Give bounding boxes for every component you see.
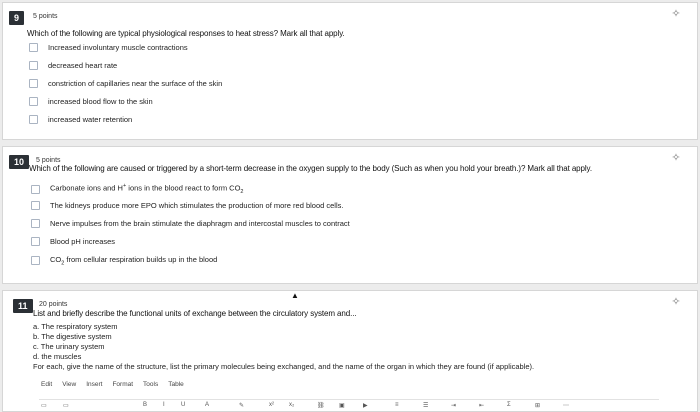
link-icon[interactable]: ⛓ [317, 403, 325, 409]
checkbox[interactable] [31, 201, 40, 210]
question-prompt: Which of the following are typical physiological responses to heat stress? Mark all that apply. [27, 29, 345, 38]
checkbox[interactable] [31, 219, 40, 228]
checkbox[interactable] [31, 256, 40, 265]
superscript-icon[interactable]: x² [269, 402, 274, 408]
question-number: 10 [9, 155, 29, 169]
menu-table[interactable]: Table [168, 381, 184, 388]
option-label: Increased involuntary muscle contractions [48, 43, 188, 52]
checkbox[interactable] [29, 115, 38, 124]
question-card-10 [2, 146, 698, 284]
subquestion-line: a. The respiratory system [33, 322, 118, 331]
option-row[interactable] [31, 201, 343, 210]
subscript-icon[interactable]: x₂ [289, 402, 295, 408]
pin-icon[interactable]: ✧ [671, 152, 681, 164]
more-icon[interactable]: ⋯ [563, 403, 569, 409]
option-label: decreased heart rate [48, 61, 118, 70]
option-row[interactable] [31, 219, 350, 228]
option-label: Blood pH increases [50, 237, 116, 246]
mouse-cursor-icon: ▲ [291, 291, 299, 300]
underline-icon[interactable]: U [181, 402, 186, 408]
option-row[interactable] [29, 115, 132, 124]
checkbox[interactable] [31, 237, 40, 246]
highlight-icon[interactable]: ✎ [239, 403, 245, 409]
option-row[interactable] [29, 97, 153, 106]
menu-tools[interactable]: Tools [143, 381, 159, 388]
question-card-11 [2, 290, 698, 412]
italic-icon[interactable]: I [163, 402, 165, 408]
outdent-icon[interactable]: ⇤ [479, 403, 485, 409]
indent-icon[interactable]: ⇥ [451, 403, 457, 409]
menu-insert[interactable]: Insert [86, 381, 103, 388]
options-list [29, 43, 329, 133]
option-label: Nerve impulses from the brain stimulate the diaphragm and intercostal muscles to contract [50, 219, 350, 228]
option-row[interactable] [29, 61, 117, 70]
table-icon[interactable]: ⊞ [535, 403, 541, 409]
menu-view[interactable]: View [62, 381, 77, 388]
options-list [31, 183, 451, 273]
option-label: $CO_2$ from cellular respiration builds up in the blood [50, 255, 218, 267]
question-number: 9 [9, 11, 24, 25]
paragraph-style-icon[interactable]: ▭ [63, 403, 69, 409]
option-label: The kidneys produce more EPO which stimulates the production of more red blood cells. [50, 201, 344, 210]
numbered-list-icon[interactable]: ☰ [423, 403, 429, 409]
editor-toolbar [39, 399, 659, 410]
question-points: 20 points [39, 301, 68, 308]
option-row[interactable] [29, 79, 222, 88]
checkbox[interactable] [31, 185, 40, 194]
option-label: increased water retention [48, 115, 133, 124]
subquestion-line: d. the muscles [33, 352, 82, 361]
question-points: 5 points [33, 13, 58, 20]
option-row[interactable] [31, 237, 115, 246]
checkbox[interactable] [29, 79, 38, 88]
checkbox[interactable] [29, 61, 38, 70]
subquestion-line: For each, give the name of the structure, list the primary molecules being exchanged, and the name of the organ in which they are found (if applicable). [33, 362, 535, 371]
subquestion-line: b. The digestive system [33, 332, 112, 341]
equation-icon[interactable]: Σ [507, 402, 511, 408]
pin-icon[interactable]: ✧ [671, 8, 681, 20]
checkbox[interactable] [29, 43, 38, 52]
question-number: 11 [13, 299, 33, 313]
menu-edit[interactable]: Edit [41, 381, 53, 388]
option-label: increased blood flow to the skin [48, 97, 153, 106]
subquestion-line: c. The urinary system [33, 342, 105, 351]
question-card-9 [2, 2, 698, 140]
bold-icon[interactable]: B [143, 402, 148, 408]
question-prompt: Which of the following are caused or triggered by a short-term decrease in the oxygen supply to the body (Such as when you hold your breath.)? Mark all that apply. [29, 164, 592, 173]
image-icon[interactable]: ▣ [339, 403, 345, 409]
editor-menubar [41, 381, 184, 388]
text-color-icon[interactable]: A [205, 402, 210, 408]
media-icon[interactable]: ▶ [363, 403, 368, 409]
menu-format[interactable]: Format [112, 381, 134, 388]
pin-icon[interactable]: ✧ [671, 296, 681, 308]
question-points: 5 points [36, 157, 61, 164]
option-row[interactable] [31, 255, 217, 267]
option-row[interactable] [29, 43, 188, 52]
question-prompt: List and briefly describe the functional units of exchange between the circulatory system and... [33, 309, 357, 318]
option-row[interactable] [31, 183, 243, 195]
option-label: Carbonate ions and H+ ions in the blood react to form $CO_2$ [50, 183, 244, 195]
list-icon[interactable]: ≡ [395, 402, 399, 408]
font-size-icon[interactable]: ▭ [41, 403, 47, 409]
option-label: constriction of capillaries near the surface of the skin [48, 79, 223, 88]
checkbox[interactable] [29, 97, 38, 106]
